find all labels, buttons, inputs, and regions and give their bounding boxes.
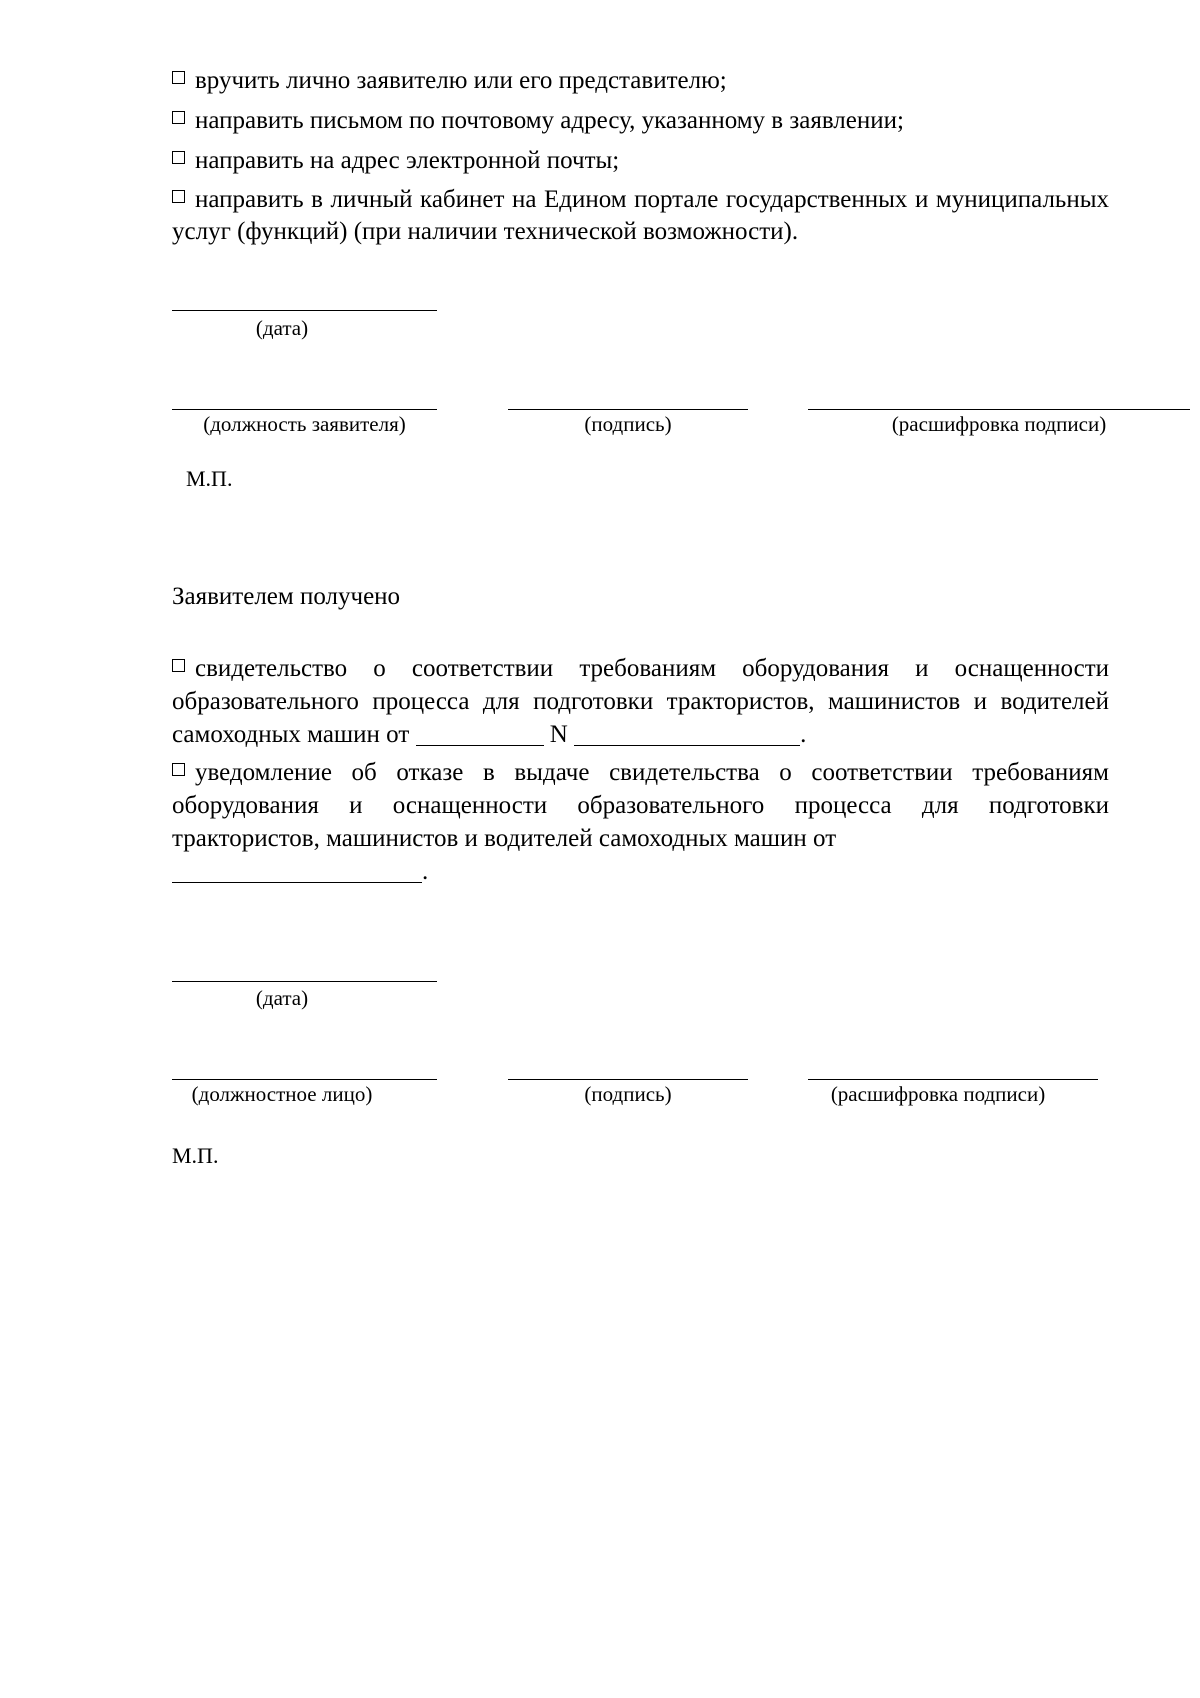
- official-caption: (должностное лицо): [191, 1082, 373, 1106]
- received-refusal: [172, 756, 1109, 855]
- option-label: вручить лично заявителю или его представителю;: [195, 67, 727, 94]
- stamp-mark: М.П.: [172, 1143, 219, 1168]
- period: .: [422, 858, 429, 885]
- option-label: направить в личный кабинет на Едином портале государственных и муниципальных услуг (функций) (при наличии технической возможности).: [172, 186, 1109, 245]
- checkbox-icon[interactable]: [172, 190, 185, 203]
- certificate-text: свидетельство о соответствии требованиям оборудования и оснащенности образовательного процесса для подготовки трактористов, машинистов и водителей самоходных машин от: [172, 655, 1109, 748]
- option-label: направить письмом по почтовому адресу, указанному в заявлении;: [195, 107, 904, 134]
- decode-caption: (расшифровка подписи): [891, 412, 1107, 436]
- checkbox-icon[interactable]: [172, 659, 185, 672]
- decode-line[interactable]: [808, 1079, 1098, 1080]
- received-heading: Заявителем получено: [172, 583, 401, 610]
- signature-line[interactable]: [508, 409, 748, 410]
- checkbox-icon[interactable]: [172, 151, 185, 164]
- option-label: направить на адрес электронной почты;: [195, 147, 620, 174]
- option-hand-deliver: [172, 66, 727, 96]
- signature-caption: (подпись): [584, 1082, 672, 1106]
- date-line[interactable]: [172, 310, 437, 311]
- option-postal-mail: [172, 106, 904, 136]
- received-certificate: [172, 652, 1109, 751]
- refusal-text: уведомление об отказе в выдаче свидетельства о соответствии требованиям оборудования и оснащенности образовательного процесса для подготовки трактористов, машинистов и водителей самоходных машин от: [172, 759, 1109, 852]
- certificate-date-blank[interactable]: [416, 721, 544, 746]
- option-email: [172, 146, 619, 176]
- period: .: [800, 721, 807, 748]
- checkbox-icon[interactable]: [172, 111, 185, 124]
- signature-line[interactable]: [508, 1079, 748, 1080]
- checkbox-icon[interactable]: [172, 763, 185, 776]
- checkbox-icon[interactable]: [172, 71, 185, 84]
- stamp-mark: М.П.: [186, 466, 233, 491]
- refusal-date-blank[interactable]: [172, 858, 422, 883]
- decode-caption: (расшифровка подписи): [830, 1082, 1046, 1106]
- certificate-number-blank[interactable]: [574, 721, 800, 746]
- option-portal-cabinet: [172, 184, 1109, 248]
- position-caption: (должность заявителя): [203, 412, 406, 436]
- date-caption: (дата): [255, 316, 309, 340]
- position-line[interactable]: [172, 409, 437, 410]
- official-line[interactable]: [172, 1079, 437, 1080]
- date-caption: (дата): [255, 986, 309, 1010]
- date-line[interactable]: [172, 981, 437, 982]
- decode-line[interactable]: [808, 409, 1190, 410]
- signature-caption: (подпись): [584, 412, 672, 436]
- number-mark: N: [549, 721, 568, 748]
- refusal-date-row: [172, 857, 428, 887]
